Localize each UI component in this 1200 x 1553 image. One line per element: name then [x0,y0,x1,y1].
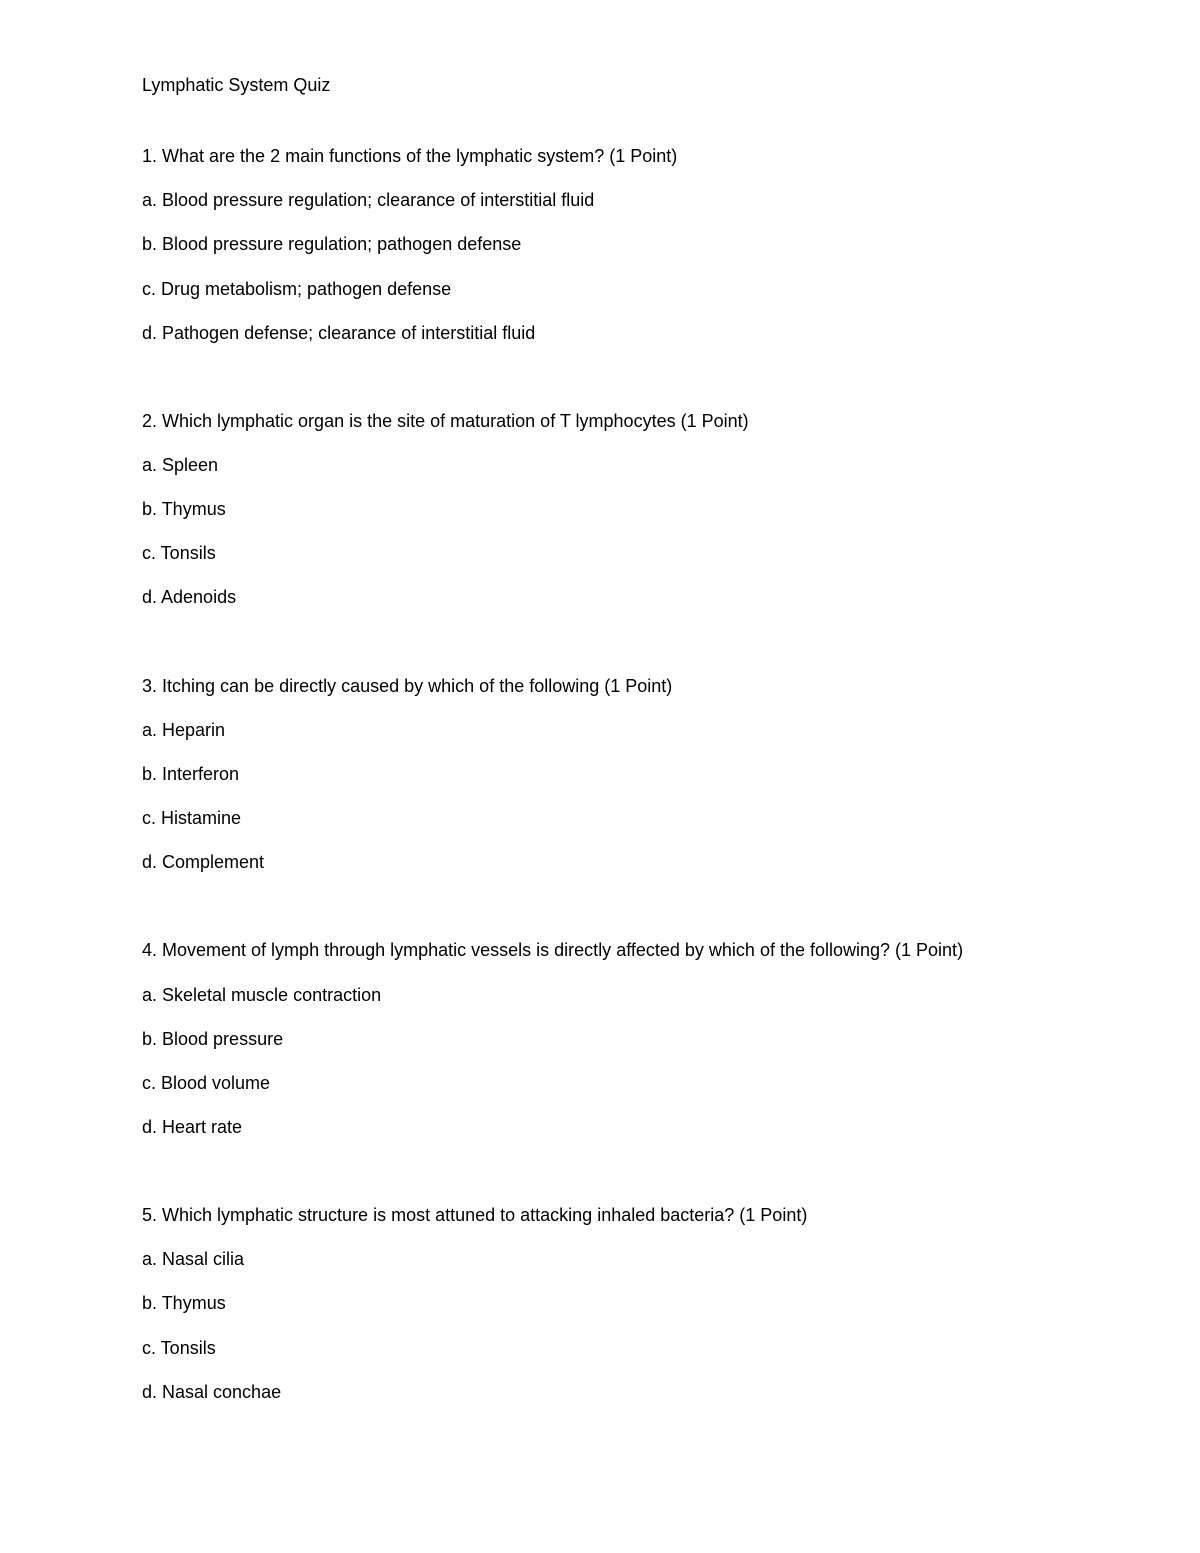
question-3-option-a: a. Heparin [142,720,226,740]
question-4-option-a: a. Skeletal muscle contraction [142,985,382,1005]
question-5-option-c: c. Tonsils [142,1338,216,1358]
question-1-option-d: d. Pathogen defense; clearance of interstitial fluid [142,323,536,343]
question-4-option-b: b. Blood pressure [142,1029,284,1049]
question-3-option-b: b. Interferon [142,764,240,784]
question-5-option-b: b. Thymus [142,1293,226,1313]
question-5-option-a: a. Nasal cilia [142,1249,245,1269]
question-4-option-d: d. Heart rate [142,1117,243,1137]
question-5-option-d: d. Nasal conchae [142,1382,282,1402]
question-3-option-c: c. Histamine [142,808,242,828]
question-1-prompt: 1. What are the 2 main functions of the lymphatic system? (1 Point) [142,146,678,166]
question-1-option-b: b. Blood pressure regulation; pathogen defense [142,234,522,254]
document-title: Lymphatic System Quiz [142,75,331,95]
question-1-option-c: c. Drug metabolism; pathogen defense [142,279,452,299]
question-3-prompt: 3. Itching can be directly caused by which of the following (1 Point) [142,676,673,696]
question-1-option-a: a. Blood pressure regulation; clearance of interstitial fluid [142,190,595,210]
question-3-option-d: d. Complement [142,852,265,872]
question-2-option-b: b. Thymus [142,499,226,519]
question-2-option-c: c. Tonsils [142,543,216,563]
question-2-option-d: d. Adenoids [142,587,237,607]
question-5-prompt: 5. Which lymphatic structure is most attuned to attacking inhaled bacteria? (1 Point) [142,1205,808,1225]
question-4-option-c: c. Blood volume [142,1073,271,1093]
question-2-prompt: 2. Which lymphatic organ is the site of maturation of T lymphocytes (1 Point) [142,411,749,431]
question-2-option-a: a. Spleen [142,455,219,475]
question-4-prompt: 4. Movement of lymph through lymphatic vessels is directly affected by which of the following? (1 Point) [142,940,964,960]
